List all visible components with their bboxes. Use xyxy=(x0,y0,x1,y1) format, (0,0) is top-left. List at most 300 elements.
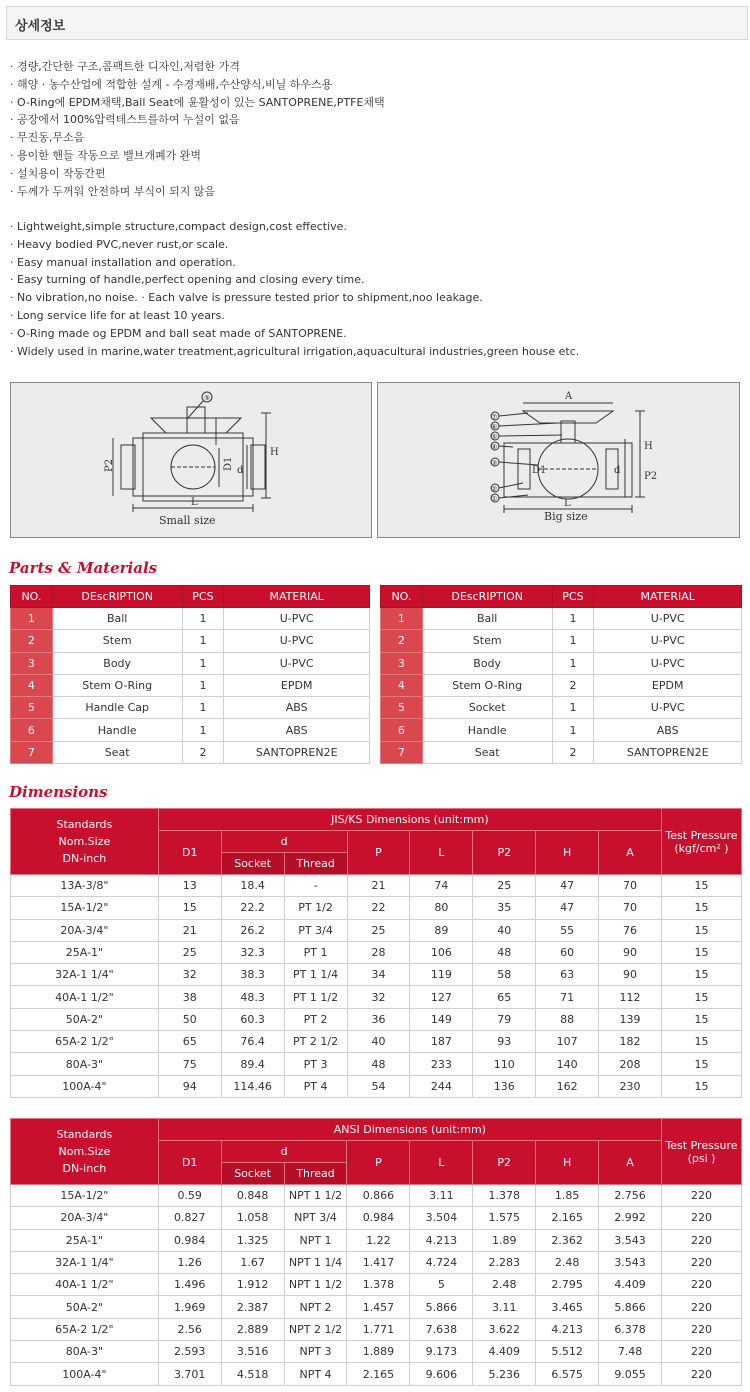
small-label-callout: ⑤ xyxy=(204,394,211,402)
col-l-header: L xyxy=(410,831,473,875)
col-p2-header: P2 xyxy=(473,831,536,875)
dim-cell: 127 xyxy=(410,986,473,1008)
part-no: 3 xyxy=(381,652,423,674)
dim-cell: 79 xyxy=(473,1008,536,1030)
detail-title: 상세정보 xyxy=(15,19,66,34)
dim-cell: 136 xyxy=(473,1075,536,1097)
table-row xyxy=(11,1318,742,1340)
big-label-a: A xyxy=(565,391,573,402)
header-no: NO. xyxy=(381,586,423,608)
test-pressure-line: Test Pressure xyxy=(665,828,738,842)
dim-cell: 65A-2 1/2" xyxy=(11,1031,159,1053)
big-caption: Big size xyxy=(544,510,588,523)
dim-cell: 2.48 xyxy=(536,1251,599,1273)
dim-cell: 220 xyxy=(662,1341,742,1363)
feature-en-item: · Widely used in marine,water treatment,agricultural irrigation,aquacultural industries,green house etc. xyxy=(10,343,579,361)
parts-materials-title: Parts & Materials xyxy=(9,559,158,577)
dim-cell: 40 xyxy=(347,1031,410,1053)
part-pcs: 1 xyxy=(552,608,594,630)
dim-cell: NPT 2 xyxy=(284,1296,347,1318)
dim-cell: NPT 1 1/2 xyxy=(284,1185,347,1207)
dim-cell: 1.378 xyxy=(473,1185,536,1207)
part-pcs: 1 xyxy=(182,608,224,630)
table-row xyxy=(11,1008,742,1030)
dim-cell: 60 xyxy=(536,941,599,963)
dim-cell: 1.89 xyxy=(473,1229,536,1251)
dim-cell: 5.512 xyxy=(536,1341,599,1363)
dim-cell: 1.378 xyxy=(347,1274,410,1296)
dim-cell: 48.3 xyxy=(221,986,284,1008)
part-material: EPDM xyxy=(224,674,370,696)
dim-cell: 70 xyxy=(599,875,662,897)
dim-cell: 0.984 xyxy=(347,1207,410,1229)
dim-cell: 22.2 xyxy=(221,897,284,919)
part-pcs: 1 xyxy=(182,630,224,652)
dim-cell: 36 xyxy=(347,1008,410,1030)
dim-cell: PT 4 xyxy=(284,1075,347,1097)
dim-cell: 2.283 xyxy=(473,1251,536,1273)
feature-en-item: · Heavy bodied PVC,never rust,or scale. xyxy=(10,236,579,254)
dim-cell: 15 xyxy=(661,1053,741,1075)
table-row xyxy=(11,697,370,719)
big-callout-3: ③ xyxy=(491,459,498,467)
dim-cell: 4.213 xyxy=(536,1318,599,1340)
parts-header-row xyxy=(381,586,742,608)
dim-cell: NPT 1 1/2 xyxy=(284,1274,347,1296)
dim-cell: 15 xyxy=(661,986,741,1008)
table-row xyxy=(11,964,742,986)
big-callout-7: ⑦ xyxy=(491,413,498,421)
part-description: Handle xyxy=(422,719,552,741)
big-callout-4: ④ xyxy=(491,443,498,451)
part-pcs: 1 xyxy=(552,719,594,741)
part-description: Ball xyxy=(52,608,182,630)
standards-line: Standards xyxy=(56,1128,113,1141)
table-row xyxy=(11,919,742,941)
dim-cell: 2.165 xyxy=(536,1207,599,1229)
dim-cell: 244 xyxy=(410,1075,473,1097)
col-socket-header: Socket xyxy=(221,1163,284,1185)
dim-cell: 114.46 xyxy=(221,1075,284,1097)
dim-cell: 119 xyxy=(410,964,473,986)
dim-cell: 7.638 xyxy=(410,1318,473,1340)
dim-cell: PT 1/2 xyxy=(284,897,347,919)
header-description: DEscRIPTION xyxy=(422,586,552,608)
dim-cell: 1.575 xyxy=(473,1207,536,1229)
dim-cell: NPT 3/4 xyxy=(284,1207,347,1229)
part-no: 7 xyxy=(381,741,423,763)
dim-cell: 1.85 xyxy=(536,1185,599,1207)
table-row xyxy=(381,719,742,741)
parts-table-big xyxy=(380,585,742,764)
dim-cell: 15 xyxy=(661,1075,741,1097)
dim-cell: 89.4 xyxy=(221,1053,284,1075)
col-thread-header: Thread xyxy=(284,1163,347,1185)
dim-cell: 13 xyxy=(158,875,221,897)
dim-cell: 4.409 xyxy=(599,1274,662,1296)
table-row xyxy=(11,1229,742,1251)
dim-cell: 112 xyxy=(599,986,662,1008)
dim-cell: 15A-1/2" xyxy=(11,897,159,919)
dimensions-group-header: JIS/KS Dimensions (unit:mm) xyxy=(158,809,661,831)
dim-cell: PT 1 xyxy=(284,941,347,963)
part-description: Stem xyxy=(52,630,182,652)
dim-cell: 110 xyxy=(473,1053,536,1075)
part-pcs: 1 xyxy=(182,719,224,741)
col-l-header: L xyxy=(410,1141,473,1185)
dim-cell: 9.055 xyxy=(599,1363,662,1385)
part-no: 6 xyxy=(11,719,53,741)
dim-cell: 6.575 xyxy=(536,1363,599,1385)
col-h-header: H xyxy=(536,831,599,875)
dim-cell: 162 xyxy=(536,1075,599,1097)
dim-cell: 1.457 xyxy=(347,1296,410,1318)
dim-cell: NPT 1 xyxy=(284,1229,347,1251)
dim-cell: 15A-1/2" xyxy=(11,1185,159,1207)
part-material: U-PVC xyxy=(224,652,370,674)
detail-header xyxy=(6,6,748,40)
part-no: 1 xyxy=(11,608,53,630)
dim-cell: 220 xyxy=(662,1363,742,1385)
part-pcs: 1 xyxy=(552,652,594,674)
dim-cell: 28 xyxy=(347,941,410,963)
part-pcs: 1 xyxy=(182,652,224,674)
table-row xyxy=(11,719,370,741)
feature-en-item: · Lightweight,simple structure,compact design,cost effective. xyxy=(10,218,579,236)
dim-cell: 187 xyxy=(410,1031,473,1053)
test-pressure-line: Test Pressure xyxy=(665,1138,738,1152)
dim-cell: 26.2 xyxy=(221,919,284,941)
dim-cell: 70 xyxy=(599,897,662,919)
part-material: ABS xyxy=(594,719,742,741)
parts-table-small xyxy=(10,585,370,764)
dim-cell: 2.992 xyxy=(599,1207,662,1229)
dim-cell: 15 xyxy=(661,897,741,919)
feature-en-item: · Easy turning of handle,perfect opening and closing every time. xyxy=(10,271,579,289)
dim-cell: 63 xyxy=(536,964,599,986)
dim-cell: 0.866 xyxy=(347,1185,410,1207)
table-row xyxy=(11,986,742,1008)
test-pressure-header xyxy=(661,809,741,875)
part-pcs: 1 xyxy=(182,697,224,719)
dim-cell: 100A-4" xyxy=(11,1075,159,1097)
dim-cell: 22 xyxy=(347,897,410,919)
dim-cell: 3.543 xyxy=(599,1229,662,1251)
dim-cell: 1.889 xyxy=(347,1341,410,1363)
standards-line: Nom.Size xyxy=(58,835,111,848)
part-no: 7 xyxy=(11,741,53,763)
col-socket-header: Socket xyxy=(221,853,284,875)
part-no: 2 xyxy=(11,630,53,652)
dim-cell: 15 xyxy=(661,919,741,941)
header-description: DEscRIPTION xyxy=(52,586,182,608)
col-h-header: H xyxy=(536,1141,599,1185)
dim-cell: 60.3 xyxy=(221,1008,284,1030)
dim-cell: 6.378 xyxy=(599,1318,662,1340)
dim-cell: 220 xyxy=(662,1296,742,1318)
standards-line: DN-inch xyxy=(62,1162,107,1175)
dim-cell: 1.771 xyxy=(347,1318,410,1340)
dim-cell: 2.48 xyxy=(473,1274,536,1296)
table-row xyxy=(11,608,370,630)
dim-cell: 58 xyxy=(473,964,536,986)
table-row xyxy=(11,875,742,897)
part-description: Ball xyxy=(422,608,552,630)
dim-cell: 1.325 xyxy=(221,1229,284,1251)
part-material: U-PVC xyxy=(594,652,742,674)
standards-header xyxy=(11,809,159,875)
standards-line: Nom.Size xyxy=(58,1145,111,1158)
dim-cell: 13A-3/8" xyxy=(11,875,159,897)
standards-line: DN-inch xyxy=(62,852,107,865)
feature-ko-item: · 무진동,무소음 xyxy=(10,129,385,147)
dim-cell: 25 xyxy=(158,941,221,963)
dim-cell: 40A-1 1/2" xyxy=(11,986,159,1008)
dim-cell: 1.969 xyxy=(158,1296,221,1318)
col-a-header: A xyxy=(599,1141,662,1185)
small-caption: Small size xyxy=(159,514,216,527)
big-valve-drawing xyxy=(378,383,741,539)
col-d1-header: D1 xyxy=(158,831,221,875)
header-pcs: PCS xyxy=(552,586,594,608)
part-no: 2 xyxy=(381,630,423,652)
test-pressure-header xyxy=(662,1119,742,1185)
features-english-list xyxy=(10,218,579,360)
dim-cell: PT 3 xyxy=(284,1053,347,1075)
dim-cell: 1.26 xyxy=(158,1251,221,1273)
table-row xyxy=(11,741,370,763)
small-label-d1: D1 xyxy=(223,456,234,471)
small-label-p2: P2 xyxy=(104,458,115,472)
big-size-diagram xyxy=(377,382,740,538)
parts-header-row xyxy=(11,586,370,608)
part-description: Stem O-Ring xyxy=(422,674,552,696)
dim-cell: 107 xyxy=(536,1031,599,1053)
dim-cell: 4.409 xyxy=(473,1341,536,1363)
part-pcs: 1 xyxy=(552,697,594,719)
dim-cell: 140 xyxy=(536,1053,599,1075)
dim-cell: 34 xyxy=(347,964,410,986)
dim-cell: 74 xyxy=(410,875,473,897)
small-label-h: H xyxy=(270,447,279,458)
dim-cell: 2.795 xyxy=(536,1274,599,1296)
dim-cell: 3.504 xyxy=(410,1207,473,1229)
dim-cell: 9.606 xyxy=(410,1363,473,1385)
part-no: 5 xyxy=(11,697,53,719)
part-description: Body xyxy=(422,652,552,674)
table-row xyxy=(11,897,742,919)
big-label-d: d xyxy=(614,465,621,476)
dim-cell: 3.543 xyxy=(599,1251,662,1273)
dim-cell: 25 xyxy=(347,919,410,941)
dim-cell: 47 xyxy=(536,875,599,897)
big-label-h: H xyxy=(644,441,653,452)
part-no: 5 xyxy=(381,697,423,719)
dim-cell: 38.3 xyxy=(221,964,284,986)
table-row xyxy=(11,1207,742,1229)
dim-cell: 220 xyxy=(662,1229,742,1251)
dim-cell: 18.4 xyxy=(221,875,284,897)
part-material: U-PVC xyxy=(224,608,370,630)
dim-cell: 48 xyxy=(347,1053,410,1075)
dimensions-group-header: ANSI Dimensions (unit:mm) xyxy=(158,1119,661,1141)
header-pcs: PCS xyxy=(182,586,224,608)
dim-cell: 21 xyxy=(347,875,410,897)
feature-ko-item: · O-Ring에 EPDM채택,Ball Seat에 윤활성이 있는 SANTOPRENE,PTFE채택 xyxy=(10,94,385,112)
table-row xyxy=(11,630,370,652)
table-row xyxy=(11,1341,742,1363)
dim-cell: 32A-1 1/4" xyxy=(11,1251,159,1273)
part-material: U-PVC xyxy=(594,697,742,719)
dim-cell: 220 xyxy=(662,1207,742,1229)
dim-cell: 15 xyxy=(661,1031,741,1053)
col-p2-header: P2 xyxy=(473,1141,536,1185)
part-description: Socket xyxy=(422,697,552,719)
small-valve-drawing xyxy=(11,383,373,539)
dim-cell: 1.417 xyxy=(347,1251,410,1273)
dim-cell: 1.22 xyxy=(347,1229,410,1251)
part-material: U-PVC xyxy=(594,608,742,630)
small-label-l: L xyxy=(191,497,198,508)
dim-cell: 65A-2 1/2" xyxy=(11,1318,159,1340)
table-row xyxy=(11,1274,742,1296)
table-row xyxy=(381,741,742,763)
dimensions-title: Dimensions xyxy=(9,783,108,801)
dim-cell: 220 xyxy=(662,1318,742,1340)
dim-cell: 220 xyxy=(662,1274,742,1296)
dim-cell: PT 2 1/2 xyxy=(284,1031,347,1053)
dim-cell: PT 1 1/2 xyxy=(284,986,347,1008)
dim-cell: 9.173 xyxy=(410,1341,473,1363)
dim-cell: 80A-3" xyxy=(11,1341,159,1363)
dim-cell: NPT 4 xyxy=(284,1363,347,1385)
dim-cell: 208 xyxy=(599,1053,662,1075)
dim-cell: 38 xyxy=(158,986,221,1008)
dim-cell: 100A-4" xyxy=(11,1363,159,1385)
dim-cell: 7.48 xyxy=(599,1341,662,1363)
big-label-l: L xyxy=(564,498,571,509)
dim-cell: 80A-3" xyxy=(11,1053,159,1075)
dim-cell: 220 xyxy=(662,1251,742,1273)
table-row xyxy=(381,630,742,652)
dim-cell: 139 xyxy=(599,1008,662,1030)
dim-cell: 15 xyxy=(661,941,741,963)
part-pcs: 2 xyxy=(552,741,594,763)
dim-cell: 75 xyxy=(158,1053,221,1075)
dim-cell: 2.387 xyxy=(221,1296,284,1318)
dim-cell: 3.11 xyxy=(410,1185,473,1207)
table-row xyxy=(381,652,742,674)
dim-cell: 25A-1" xyxy=(11,1229,159,1251)
part-description: Handle Cap xyxy=(52,697,182,719)
dim-cell: 5.866 xyxy=(599,1296,662,1318)
table-row xyxy=(11,1031,742,1053)
dim-cell: 1.67 xyxy=(221,1251,284,1273)
dim-header-row-1 xyxy=(11,809,742,831)
dim-cell: 47 xyxy=(536,897,599,919)
part-description: Handle xyxy=(52,719,182,741)
dim-cell: 93 xyxy=(473,1031,536,1053)
feature-ko-item: · 설치용이 작동간편 xyxy=(10,165,385,183)
dim-cell: 20A-3/4" xyxy=(11,1207,159,1229)
dim-cell: 50 xyxy=(158,1008,221,1030)
dim-cell: 15 xyxy=(158,897,221,919)
part-material: SANTOPREN2E xyxy=(594,741,742,763)
dim-cell: 5.236 xyxy=(473,1363,536,1385)
dim-cell: 1.912 xyxy=(221,1274,284,1296)
dim-cell: 15 xyxy=(661,1008,741,1030)
table-row xyxy=(381,697,742,719)
dim-cell: 55 xyxy=(536,919,599,941)
part-no: 4 xyxy=(11,674,53,696)
dim-cell: 90 xyxy=(599,941,662,963)
part-pcs: 2 xyxy=(182,741,224,763)
feature-en-item: · No vibration,no noise. · Each valve is pressure tested prior to shipment,noo leakage. xyxy=(10,289,579,307)
part-material: ABS xyxy=(224,719,370,741)
dim-cell: 71 xyxy=(536,986,599,1008)
dim-cell: 32 xyxy=(347,986,410,1008)
feature-ko-item: · 해양 · 농수산업에 적합한 설계 - 수경재배,수산양식,비닐 하우스용 xyxy=(10,76,385,94)
dim-cell: 4.724 xyxy=(410,1251,473,1273)
big-callout-1: ① xyxy=(491,495,498,503)
table-row xyxy=(11,1296,742,1318)
part-material: EPDM xyxy=(594,674,742,696)
table-row xyxy=(11,652,370,674)
dim-cell: 54 xyxy=(347,1075,410,1097)
dim-cell: 48 xyxy=(473,941,536,963)
col-d-header: d xyxy=(221,1141,347,1163)
col-a-header: A xyxy=(599,831,662,875)
dim-cell: 3.11 xyxy=(473,1296,536,1318)
dim-cell: 2.56 xyxy=(158,1318,221,1340)
col-p-header: P xyxy=(347,1141,410,1185)
table-row xyxy=(11,941,742,963)
dim-cell: NPT 3 xyxy=(284,1341,347,1363)
table-row xyxy=(381,608,742,630)
small-label-d: d xyxy=(237,465,244,476)
feature-en-item: · Long service life for at least 10 years. xyxy=(10,307,579,325)
dim-cell: 4.518 xyxy=(221,1363,284,1385)
part-description: Stem O-Ring xyxy=(52,674,182,696)
table-row xyxy=(11,1363,742,1385)
feature-ko-item: · 두께가 두꺼워 안전하며 부식이 되지 않음 xyxy=(10,183,385,201)
features-korean-list xyxy=(10,58,385,200)
feature-en-item: · Easy manual installation and operation. xyxy=(10,254,579,272)
dim-cell: NPT 1 1/4 xyxy=(284,1251,347,1273)
dim-cell: 2.756 xyxy=(599,1185,662,1207)
header-no: NO. xyxy=(11,586,53,608)
table-row xyxy=(11,674,370,696)
dim-cell: 5.866 xyxy=(410,1296,473,1318)
dim-cell: 35 xyxy=(473,897,536,919)
part-material: U-PVC xyxy=(594,630,742,652)
dim-cell: PT 2 xyxy=(284,1008,347,1030)
big-callout-6: ⑥ xyxy=(491,423,498,431)
dim-cell: 88 xyxy=(536,1008,599,1030)
dim-cell: 76.4 xyxy=(221,1031,284,1053)
header-material: MATERIAL xyxy=(224,586,370,608)
dim-cell: 25A-1" xyxy=(11,941,159,963)
dim-cell: 2.165 xyxy=(347,1363,410,1385)
dim-cell: 15 xyxy=(661,964,741,986)
standards-line: Standards xyxy=(56,818,113,831)
col-d1-header: D1 xyxy=(158,1141,221,1185)
feature-ko-item: · 경량,간단한 구조,콤팩트한 디자인,저렴한 가격 xyxy=(10,58,385,76)
test-pressure-line: (kgf/cm² ) xyxy=(674,841,729,855)
dim-header-row-1 xyxy=(11,1119,742,1141)
table-row xyxy=(11,1053,742,1075)
dim-cell: 2.362 xyxy=(536,1229,599,1251)
